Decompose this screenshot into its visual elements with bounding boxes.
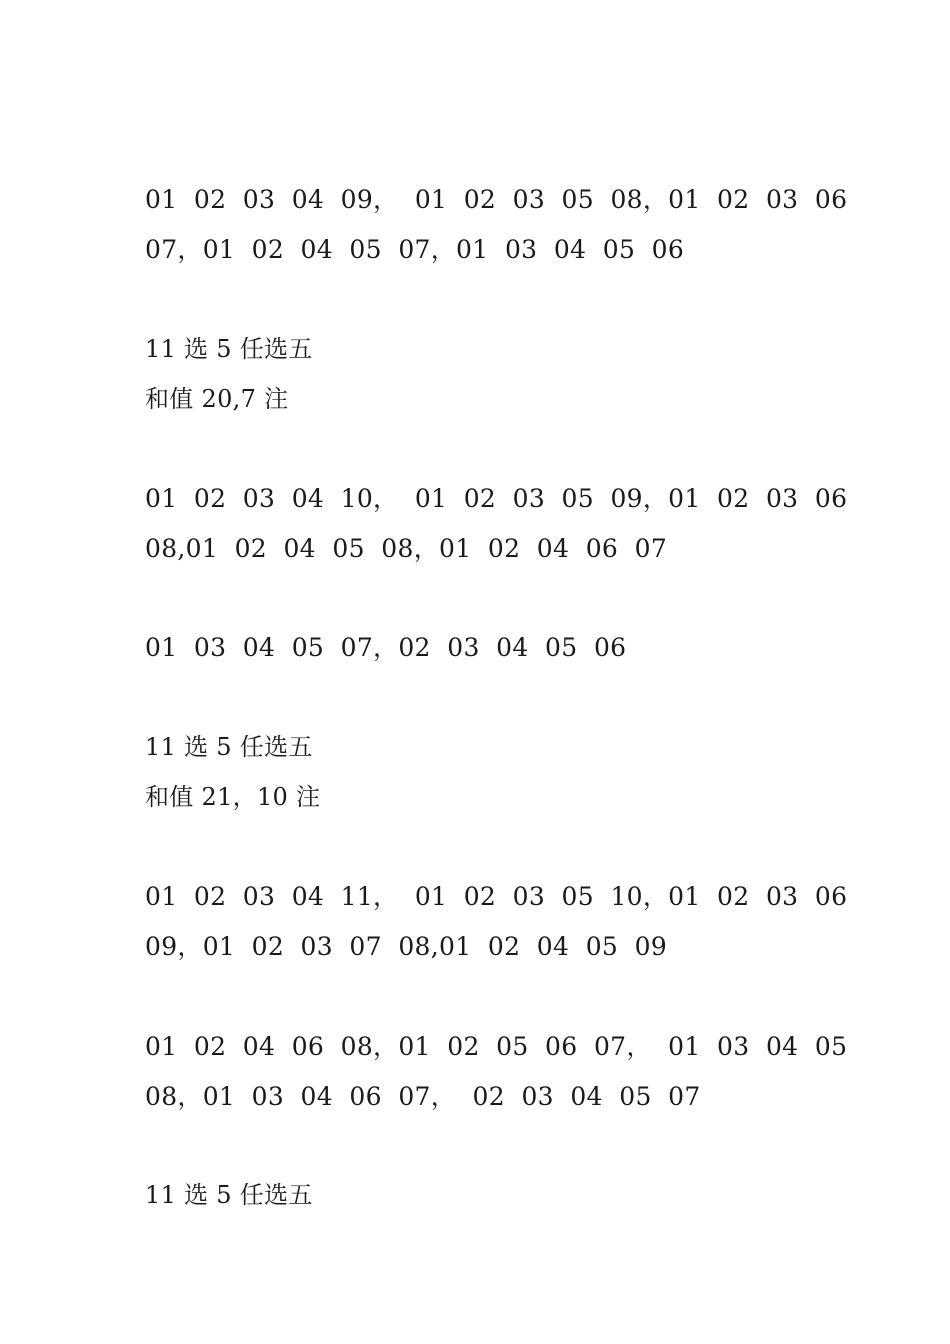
number-line: 09，01 02 03 07 08,01 02 04 05 09 bbox=[145, 932, 668, 961]
number-line: 07，01 02 04 05 07，01 03 04 05 06 bbox=[145, 235, 685, 264]
section-heading: 11 选 5 任选五 bbox=[145, 733, 313, 761]
sum-value-label: 和值 21，10 注 bbox=[145, 783, 321, 811]
number-line: 01 03 04 05 07，02 03 04 05 06 bbox=[145, 633, 627, 662]
number-line: 01 02 03 04 09， 01 02 03 05 08，01 02 03 06 bbox=[145, 185, 848, 214]
sum-value-label: 和值 20,7 注 bbox=[145, 385, 289, 413]
number-line: 01 02 03 04 11， 01 02 03 05 10，01 02 03 06 bbox=[145, 882, 848, 911]
number-line: 01 02 03 04 10， 01 02 03 05 09，01 02 03 06 bbox=[145, 484, 848, 513]
number-line: 01 02 04 06 08，01 02 05 06 07， 01 03 04 05 bbox=[145, 1032, 848, 1061]
section-heading: 11 选 5 任选五 bbox=[145, 1181, 313, 1209]
number-line: 08,01 02 04 05 08，01 02 04 06 07 bbox=[145, 534, 668, 563]
section-heading: 11 选 5 任选五 bbox=[145, 335, 313, 363]
number-line: 08，01 03 04 06 07， 02 03 04 05 07 bbox=[145, 1082, 701, 1111]
